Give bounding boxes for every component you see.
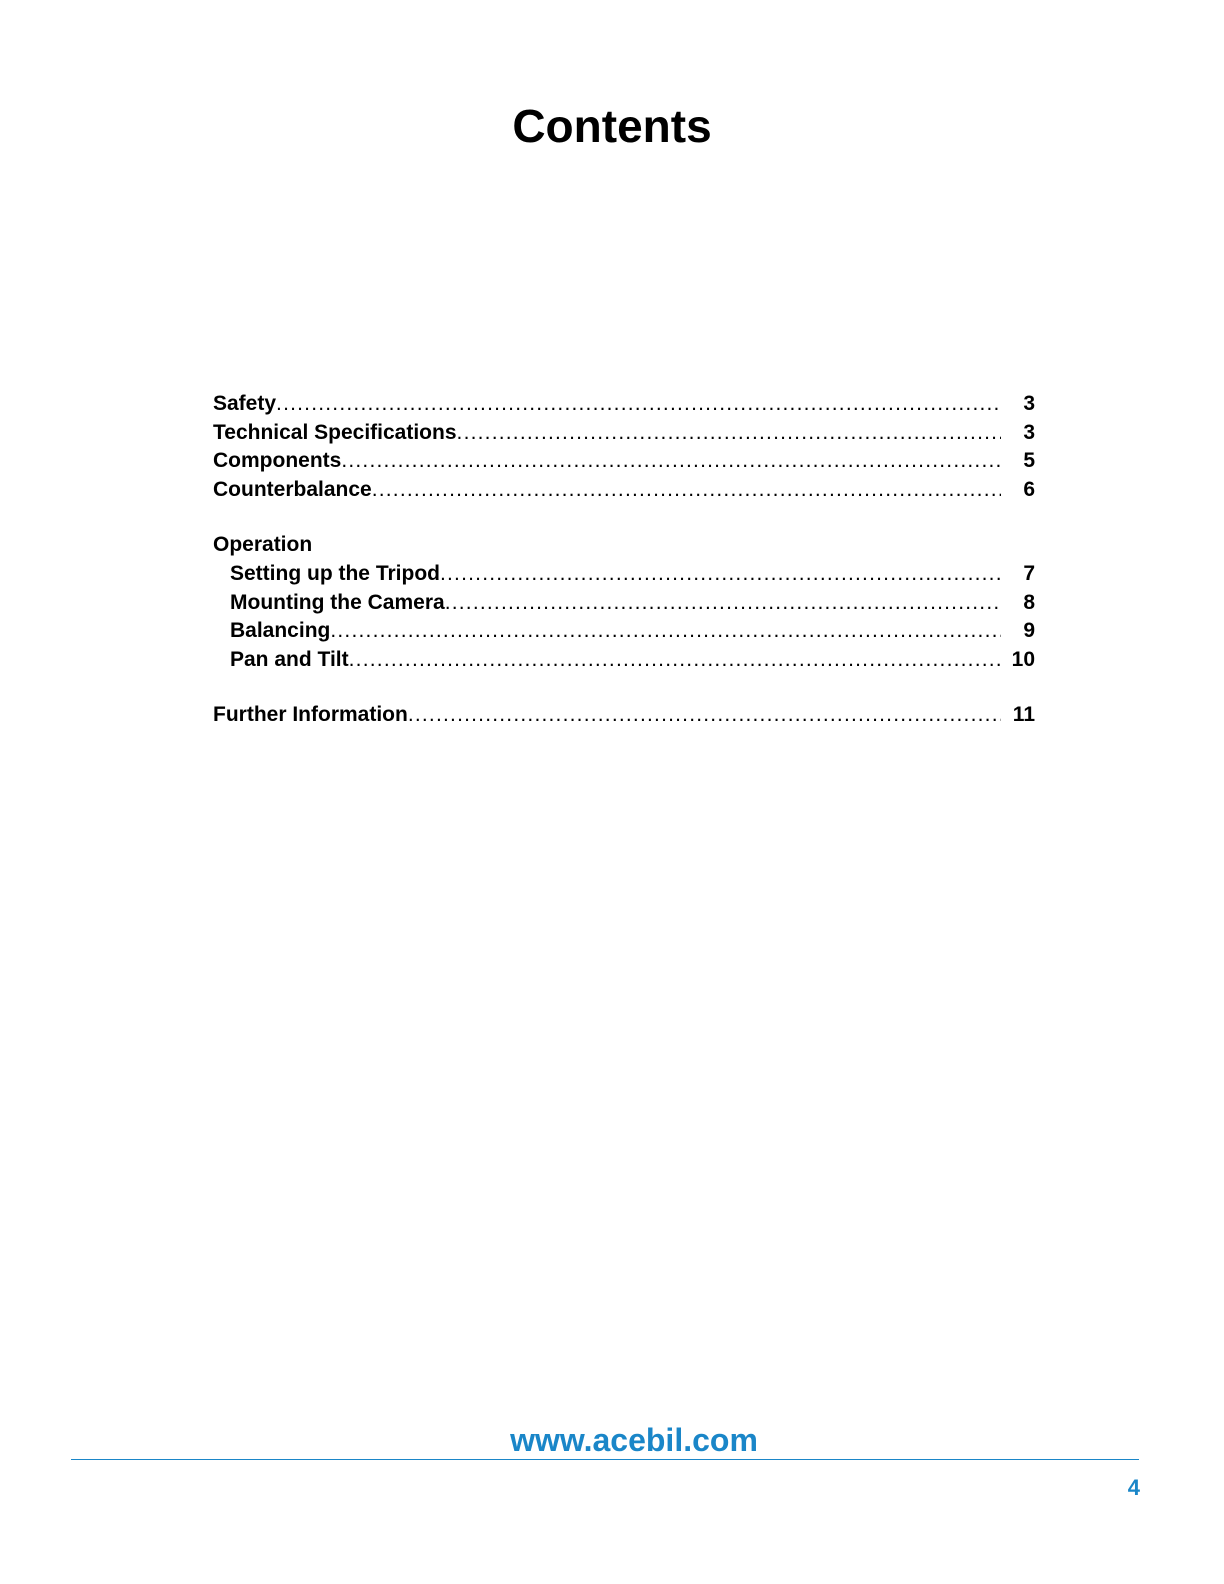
section-spacer	[213, 504, 1035, 531]
toc-entry-label: Technical Specifications	[213, 420, 457, 444]
toc-leader-dots	[408, 701, 1001, 730]
toc-entry-mounting-the-camera[interactable]	[213, 589, 1035, 618]
toc-leader-dots	[330, 617, 1001, 646]
toc-leader-dots	[341, 447, 1001, 476]
toc-leader-dots	[349, 646, 1001, 675]
toc-entry-label: Further Information	[213, 703, 408, 727]
toc-entry-label: Counterbalance	[213, 477, 372, 501]
footer-website-link[interactable]: www.acebil.com	[510, 1422, 758, 1458]
footer-divider	[71, 1459, 1139, 1460]
toc-leader-dots	[440, 560, 1001, 589]
toc-entry-page: 11	[1012, 703, 1035, 727]
toc-entry-label: Components	[213, 449, 342, 473]
toc-leader-dots	[457, 419, 1001, 448]
toc-entry-page: 10	[1011, 647, 1035, 671]
toc-entry-page: 5	[1023, 449, 1035, 473]
toc-entry-page: 3	[1023, 392, 1035, 415]
toc-entry-page: 7	[1023, 561, 1035, 585]
toc-entry-page: 8	[1023, 590, 1035, 614]
toc-leader-dots	[276, 390, 1001, 419]
toc-entry-page: 6	[1023, 477, 1035, 501]
toc-entry-page: 9	[1023, 619, 1035, 643]
toc-entry-label: Mounting the Camera	[230, 590, 445, 614]
toc-leader-dots	[372, 476, 1001, 505]
toc-entry-label: Pan and Tilt	[230, 647, 349, 671]
page-title: Contents	[512, 100, 712, 152]
toc-entry-further-information[interactable]	[213, 701, 1035, 730]
toc-leader-dots	[445, 589, 1001, 618]
toc-entry-label: Safety	[213, 392, 277, 415]
toc-entry-balancing[interactable]	[213, 617, 1035, 646]
page-number: 4	[1127, 1475, 1140, 1500]
toc-entry-setting-up-the-tripod[interactable]	[213, 560, 1035, 589]
toc-entry-page: 3	[1023, 420, 1035, 444]
toc-entry-components[interactable]	[213, 447, 1035, 476]
toc-entry-counterbalance[interactable]	[213, 476, 1035, 505]
toc-entry-safety[interactable]	[213, 390, 1035, 419]
toc-entry-pan-and-tilt[interactable]	[213, 646, 1035, 675]
toc-entry-technical-specifications[interactable]	[213, 419, 1035, 448]
toc-entry-label: Balancing	[230, 619, 331, 643]
table-of-contents	[213, 390, 1035, 730]
section-spacer	[213, 674, 1035, 701]
toc-entry-label: Setting up the Tripod	[230, 561, 440, 585]
toc-section-heading-operation: Operation	[213, 533, 313, 557]
